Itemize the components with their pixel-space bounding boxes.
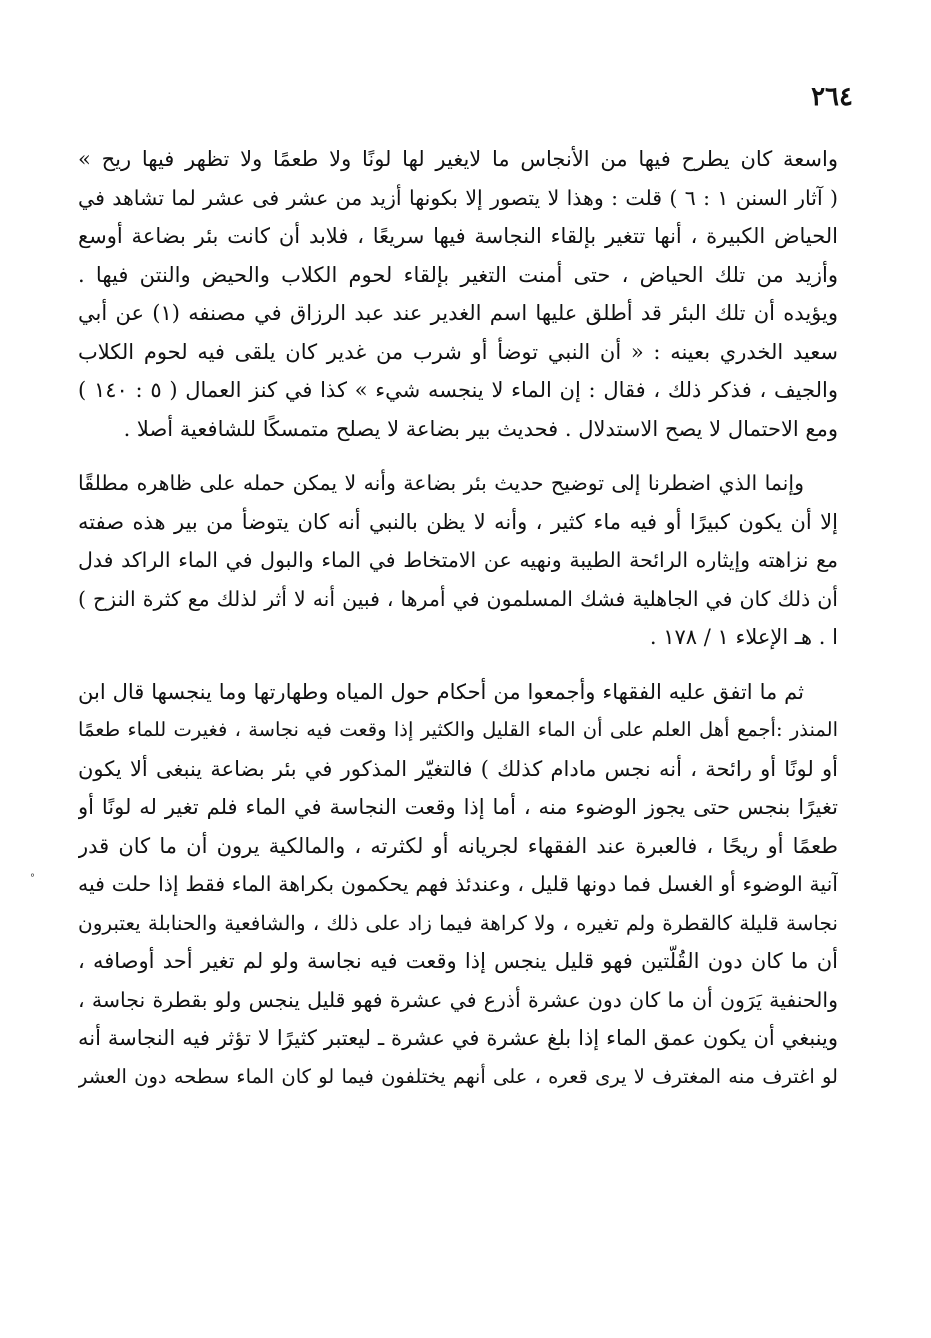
- text-line: آنية الوضوء أو الغسل فما دونها قليل ، وعندئذ فهم يحكمون بكراهة الماء فقط إذا حلت فيه: [78, 872, 838, 896]
- text-line: طعمًا أو ريحًا ، فالعبرة عند الفقهاء لجريانه أو لكثرته ، والمالكية يرون أن ما كان قدر: [78, 833, 838, 858]
- text-line: أو لونًا أو رائحة ، أنه نجس مادام كذلك ) فالتغيّر المذكور في بئر بضاعة ينبغى ألا يكون: [78, 756, 838, 781]
- text-line: ومع الاحتمال لا يصح الاستدلال . فحديث بير بضاعة لا يصلح متمسكًا للشافعية أصلا .: [123, 416, 838, 441]
- text-line: وأزيد من تلك الحياض ، حتى أمنت التغير بإلقاء لحوم الكلاب والحيض والنتن فيها .: [78, 262, 838, 287]
- text-line: مع نزاهته وإيثاره الرائحة الطيبة ونهيه عن الامتخاط في الماء والبول في الماء الراكد فدل: [78, 548, 838, 572]
- text-line: لو اغترف منه المغترف لا يرى قعره ، على أنهم يختلفون فيما لو كان الماء سطحه دون العشر: [78, 1064, 838, 1088]
- body-text: [78, 140, 838, 1096]
- text-line: أن ما كان دون القُلّتين فهو قليل ينجس إذا وقعت فيه نجاسة ولو لم تغير أحد أوصافه ،: [78, 949, 838, 973]
- text-line: ( آثار السنن ١ : ٦ ) قلت : وهذا لا يتصور إلا بكونها أزيد من عشر فى عشر لما تشاهد في: [78, 185, 838, 210]
- margin-mark: °: [30, 873, 35, 884]
- text-line: وينبغي أن يكون عمق الماء إذا بلغ عشرة في عشرة ـ ليعتبر كثيرًا لا تؤثر فيه النجاسة أنه: [78, 1026, 838, 1050]
- text-line: إلا أن يكون كبيرًا أو فيه ماء كثير ، وأنه لا يظن بالنبي أنه كان يتوضأ من بير هذه صفته: [78, 509, 838, 534]
- text-line: والجيف ، فذكر ذلك ، فقال : إن الماء لا ينجسه شيء » كذا في كنز العمال ( ٥ : ١٤٠ ): [78, 378, 838, 402]
- paragraph-3: [78, 673, 838, 1097]
- text-line: أن ذلك كان في الجاهلية فشك المسلمون في أمرها ، فبين أنه لا أثر لذلك مع كثرة النزح ): [78, 586, 838, 611]
- text-line: ويؤيده أن تلك البئر قد أطلق عليها اسم الغدير عند عبد الرزاق في مصنفه (١) عن أبي: [78, 301, 838, 325]
- paragraph-gap: [78, 448, 838, 464]
- text-line: والحنفية يَرَون أن ما كان دون عشرة أذرع في عشرة فهو قليل ينجس ولو بقطرة نجاسة ،: [78, 987, 838, 1012]
- text-line: وإنما الذي اضطرنا إلى توضيح حديث بئر بضاعة وأنه لا يمكن حمله على ظاهره مطلقًا: [78, 471, 804, 495]
- paragraph-1: [78, 140, 838, 448]
- paragraph-gap: [78, 657, 838, 673]
- text-line: ثم ما اتفق عليه الفقهاء وأجمعوا من أحكام حول المياه وطهارتها وما ينجسها قال ابن: [78, 679, 804, 704]
- text-line: الحياض الكبيرة ، أنها تتغير بإلقاء النجاسة فيها سريعًا ، فلابد أن كانت بئر بضاعة أوسع: [78, 224, 838, 248]
- text-line: ا . هـ الإعلاء ١ / ١٧٨ .: [649, 625, 838, 649]
- text-line: واسعة كان يطرح فيها من الأنجاس ما لايغير لها لونًا ولا طعمًا ولا تظهر فيها ريح »: [78, 147, 838, 171]
- page-number: ٢٦٤: [811, 82, 853, 112]
- text-line: سعيد الخدري بعينه : « أن النبي توضأ أو شرب من غدير كان يلقى فيه لحوم الكلاب: [78, 339, 838, 364]
- text-line: المنذر :أجمع أهل العلم على أن الماء القليل والكثير إذا وقعت فيه نجاسة ، فغيرت للماء طعمًا: [78, 718, 838, 741]
- text-line: نجاسة قليلة كالقطرة ولم تغيره ، ولا كراهة فيما زاد على ذلك ، والشافعية والحنابلة يعتبرون: [78, 910, 838, 935]
- paragraph-2: [78, 464, 838, 657]
- text-line: تغيرًا بنجس حتى يجوز الوضوء منه ، أما إذا وقعت النجاسة في الماء فلم تغير له لونًا أو: [78, 795, 838, 819]
